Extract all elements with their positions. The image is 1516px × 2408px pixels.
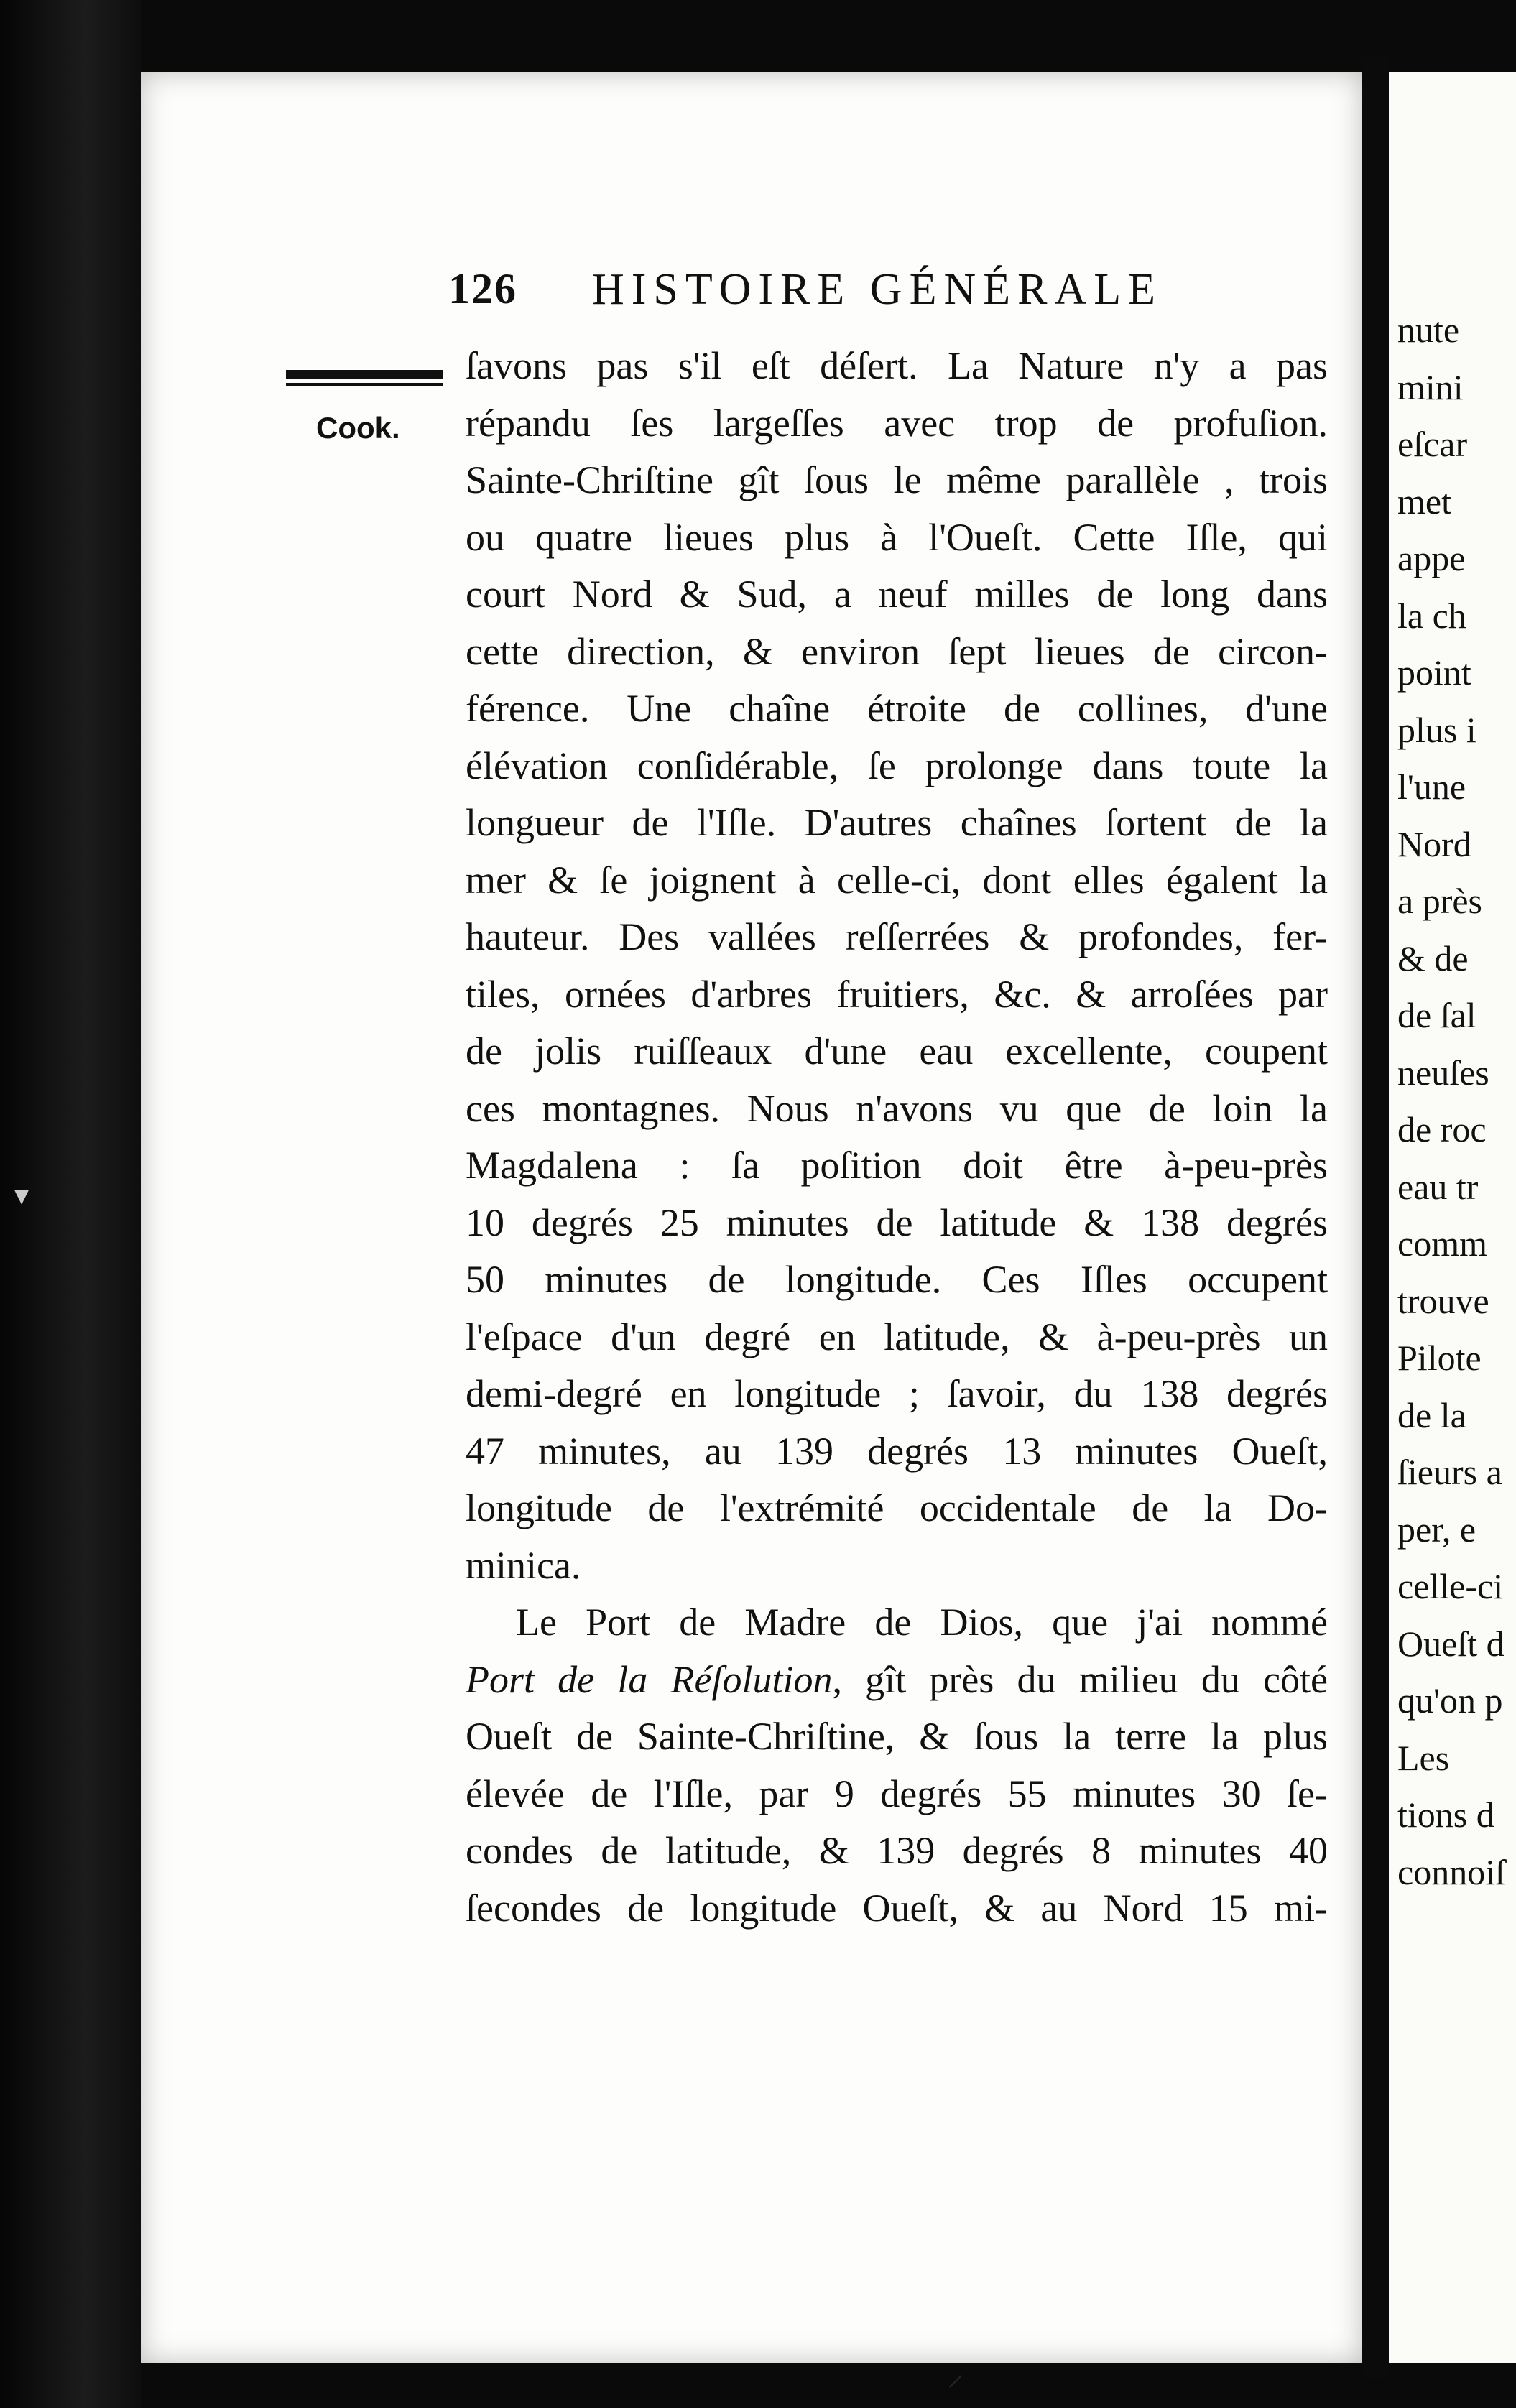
text-line: de jolis ruiſſeaux d'une eau excellente, coupent <box>466 1029 1328 1073</box>
text-line: élevée de l'Iſle, par 9 degrés 55 minutes 30 ſe- <box>466 1772 1328 1815</box>
facing-fragment: per, e <box>1397 1509 1476 1550</box>
page-number: 126 <box>448 265 517 312</box>
facing-page-text <box>1397 302 1516 1901</box>
text-line: Oueſt de Sainte-Chriſtine, & ſous la terre la plus <box>466 1715 1328 1758</box>
facing-fragment: comm <box>1397 1223 1487 1264</box>
text-line: Le Port de Madre de Dios, que j'ai nommé <box>516 1601 1328 1644</box>
text-line <box>466 1652 1328 1709</box>
text-line: minica. <box>466 1543 581 1587</box>
facing-fragment: l'une <box>1397 767 1466 807</box>
facing-fragment: Pilote <box>1397 1338 1482 1378</box>
text-fragment: , gît près du milieu du côté <box>832 1657 1328 1701</box>
page-header <box>448 264 1311 329</box>
text-line: répandu ſes largeſſes avec trop de profuſion. <box>466 401 1328 445</box>
facing-fragment: de ſal <box>1397 995 1476 1035</box>
facing-fragment: & de <box>1397 937 1469 978</box>
facing-fragment: la ch <box>1397 595 1466 636</box>
text-line: court Nord & Sud, a neuf milles de long dans <box>466 573 1328 616</box>
facing-fragment: met <box>1397 481 1451 522</box>
facing-fragment: mini <box>1397 366 1464 407</box>
book-spine <box>1362 57 1389 2378</box>
text-line: 10 degrés 25 minutes de latitude & 138 degrés <box>466 1200 1328 1244</box>
facing-fragment: Les <box>1397 1737 1450 1778</box>
text-line: 50 minutes de longitude. Ces Iſles occupent <box>466 1258 1328 1301</box>
facing-fragment: de roc <box>1397 1109 1487 1149</box>
scan-speck: ⸝ <box>947 2355 965 2393</box>
text-line: férence. Une chaîne étroite de collines, d'une <box>466 687 1328 730</box>
facing-fragment: celle-ci <box>1397 1566 1504 1606</box>
text-line: mer & ſe joignent à celle-ci, dont elles égalent la <box>466 858 1328 902</box>
facing-fragment: eſcar <box>1397 424 1468 464</box>
text-line: Magdalena : ſa poſition doit être à-peu-près <box>466 1144 1328 1187</box>
text-line: longitude de l'extrémité occidentale de la Do- <box>466 1486 1328 1529</box>
scan-speck: ▾ <box>14 1179 29 1211</box>
facing-fragment: de la <box>1397 1394 1466 1435</box>
facing-fragment: plus i <box>1397 709 1476 750</box>
facing-fragment: appe <box>1397 538 1466 578</box>
facing-fragment: ſieurs a <box>1397 1452 1502 1492</box>
facing-fragment: Nord <box>1397 823 1471 864</box>
facing-fragment: eau tr <box>1397 1166 1479 1207</box>
margin-rule-thin <box>286 383 443 386</box>
text-line: ou quatre lieues plus à l'Oueſt. Cette Iſle, qui <box>466 515 1328 559</box>
facing-fragment: tions d <box>1397 1795 1494 1835</box>
text-line: 47 minutes, au 139 degrés 13 minutes Oueſt, <box>466 1429 1328 1473</box>
facing-fragment: point <box>1397 652 1471 693</box>
text-line: Sainte-Chriſtine gît ſous le même parallèle , trois <box>466 458 1328 501</box>
body-text <box>466 338 1328 1937</box>
text-line: condes de latitude, & 139 degrés 8 minutes 40 <box>466 1829 1328 1872</box>
margin-rule <box>286 370 443 379</box>
facing-fragment: connoiſ <box>1397 1851 1505 1892</box>
text-line: ſavons pas s'il eſt déſert. La Nature n'y a pas <box>466 344 1328 387</box>
text-line: tiles, ornées d'arbres fruitiers, &c. & arroſées par <box>466 972 1328 1016</box>
margin-note: Cook. <box>316 411 400 445</box>
facing-fragment: neuſes <box>1397 1052 1489 1093</box>
text-line: hauteur. Des vallées reſſerrées & profondes, fer- <box>466 915 1328 958</box>
text-line: ſecondes de longitude Oueſt, & au Nord 15 mi- <box>466 1886 1328 1930</box>
facing-fragment: nute <box>1397 310 1460 350</box>
text-line: ces montagnes. Nous n'avons vu que de loin la <box>466 1086 1328 1130</box>
facing-fragment: a près <box>1397 881 1482 921</box>
facing-fragment: trouve <box>1397 1280 1489 1321</box>
facing-fragment: qu'on p <box>1397 1680 1503 1721</box>
text-line: élévation conſidérable, ſe prolonge dans toute la <box>466 744 1328 787</box>
text-line: l'eſpace d'un degré en latitude, & à-peu-près un <box>466 1315 1328 1358</box>
facing-fragment: Oueſt d <box>1397 1623 1505 1664</box>
text-line: demi-degré en longitude ; ſavoir, du 138 degrés <box>466 1372 1328 1415</box>
italic-place-name: Port de la Réſolution <box>466 1657 833 1701</box>
text-line: cette direction, & environ ſept lieues de circon- <box>466 629 1328 673</box>
running-title: HISTOIRE GÉNÉRALE <box>592 265 1163 314</box>
text-line: longueur de l'Iſle. D'autres chaînes ſortent de la <box>466 801 1328 844</box>
